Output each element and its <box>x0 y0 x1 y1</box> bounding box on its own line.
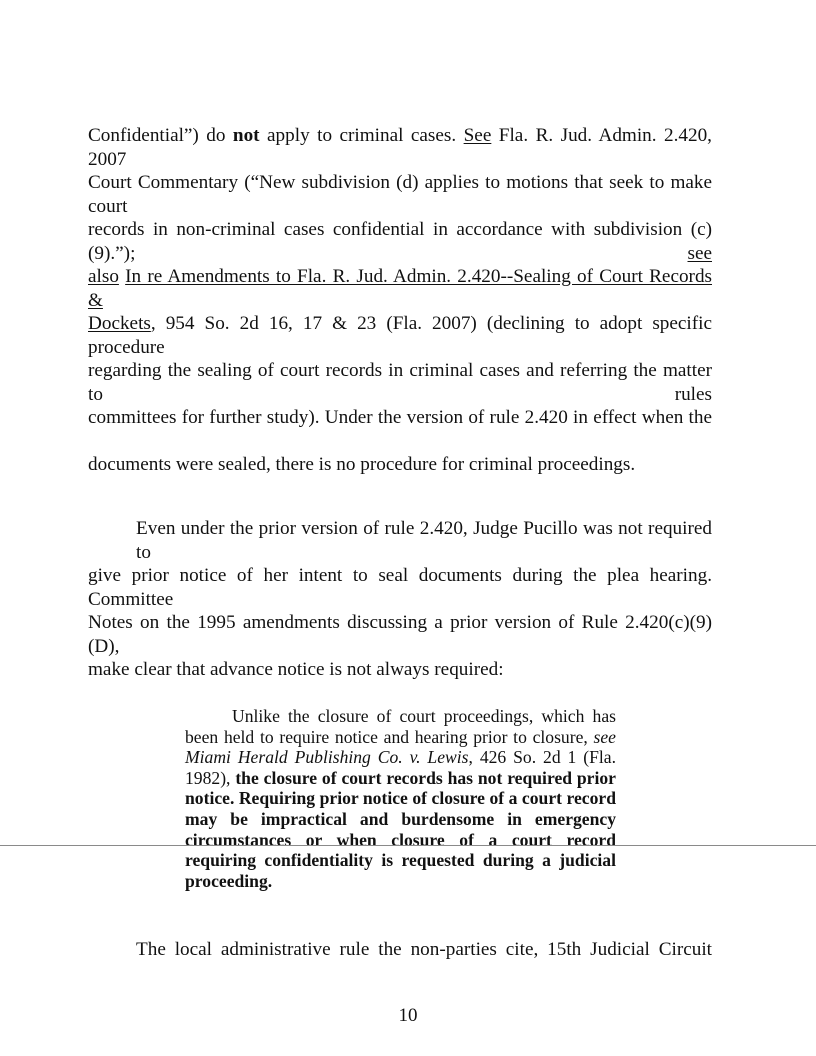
para2-line3: Notes on the 1995 amendments discussing a prior version of Rule 2.420(c)(9)(D), <box>88 612 712 657</box>
case-name: Miami Herald Publishing Co. v. Lewis <box>185 747 469 768</box>
page-number: 10 <box>398 1005 418 1026</box>
para1-line4 <box>88 265 712 313</box>
para1-line8: documents were sealed, there is no procedure for criminal proceedings. <box>88 454 636 475</box>
para2-line2: give prior notice of her intent to seal documents during the plea hearing. Committee <box>88 565 712 610</box>
text-segment: Fla. R. Jud. Admin. 2.420, 2007 <box>88 125 712 170</box>
signal-see: see <box>687 243 712 264</box>
text-segment: Unlike the closure of court proceedings, which has been held to require notice and hearing prior to closure, <box>185 706 616 747</box>
signal-see: See <box>463 125 492 146</box>
bold-quote-text: the closure of court records has not required prior notice. Requiring prior notice of closure of a court record may be impractical and burdensome in emergency circumstances or when closure of a court record requiring confidentiality is requested during a judicial proceeding. <box>185 767 616 891</box>
text-segment: apply to criminal cases. <box>259 125 464 146</box>
para1-line1 <box>88 124 712 172</box>
case-name: In re Amendments to Fla. R. Jud. Admin. 2.420--Sealing of Court Records & <box>88 266 712 311</box>
para1-line7: committees for further study). Under the version of rule 2.420 in effect when the <box>88 407 712 428</box>
text-segment: , 954 So. 2d 16, 17 & 23 (Fla. 2007) (declining to adopt specific procedure <box>88 313 712 358</box>
para1-line2: Court Commentary (“New subdivision (d) applies to motions that seek to make court <box>88 172 712 217</box>
para3-line1: The local administrative rule the non-parties cite, 15th Judicial Circuit <box>136 939 712 960</box>
para1-line6: regarding the sealing of court records in criminal cases and referring the matter to rules <box>88 360 712 405</box>
text-segment: records in non-criminal cases confidential in accordance with subdivision (c)(9).”); <box>88 219 712 264</box>
signal-also: also <box>88 266 119 287</box>
text-segment: , 426 So. 2d 1 (Fla. 1982), <box>185 747 616 788</box>
block-quote <box>185 706 616 891</box>
para2-line4: make clear that advance notice is not always required: <box>88 659 504 680</box>
signal-see: see <box>593 726 616 747</box>
para1-line5 <box>88 312 712 360</box>
text-segment: Confidential”) do <box>88 125 233 146</box>
scan-artifact-line <box>0 845 816 846</box>
para1-line3 <box>88 218 712 266</box>
bold-text: not <box>232 125 260 146</box>
case-name: Dockets <box>88 313 151 334</box>
para2-line1: Even under the prior version of rule 2.420, Judge Pucillo was not required to <box>136 518 712 563</box>
block-quote-paragraph <box>185 706 616 891</box>
